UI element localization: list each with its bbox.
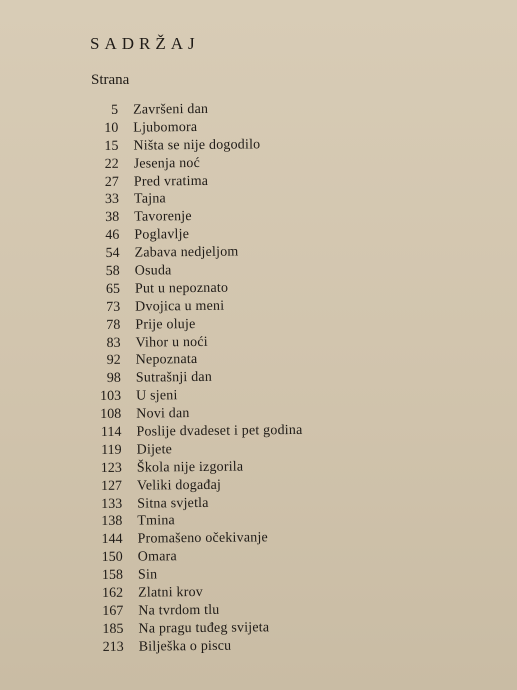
toc-page-number: 119 <box>101 442 122 458</box>
toc-chapter-title: Vihor u noći <box>135 334 208 351</box>
toc-chapter-title: Dvojica u meni <box>135 298 225 315</box>
toc-chapter-title: Sitna svjetla <box>137 495 209 512</box>
toc-chapter-title: Škola nije izgorila <box>136 459 244 476</box>
toc-chapter-title: Sin <box>137 567 158 583</box>
toc-page-number: 185 <box>102 621 124 637</box>
toc-page-number: 38 <box>105 210 120 226</box>
toc-chapter-title: Poglavlje <box>134 227 190 243</box>
toc-page-number: 58 <box>105 263 120 279</box>
toc-page-number: 108 <box>100 406 122 423</box>
toc-chapter-title: Ništa se nije dogodilo <box>133 137 261 154</box>
toc-page-number: 213 <box>102 639 124 655</box>
toc-chapter-title: U sjeni <box>136 388 178 404</box>
toc-page-number: 54 <box>105 245 120 262</box>
toc-chapter-title: Završeni dan <box>133 101 209 118</box>
toc-page-number: 33 <box>104 192 120 208</box>
toc-page-number: 46 <box>105 228 120 244</box>
toc-chapter-title: Promašeno očekivanje <box>137 530 269 548</box>
toc-page-number: 10 <box>104 120 119 136</box>
toc-page-number: 114 <box>100 424 122 441</box>
toc-chapter-title: Zabava nedjeljom <box>134 244 239 261</box>
toc-page-number: 5 <box>111 102 119 118</box>
toc-page-number: 138 <box>101 514 123 530</box>
toc-chapter-title: Omara <box>137 549 177 565</box>
toc-page-number: 127 <box>100 478 123 494</box>
toc-chapter-title: Prije oluje <box>135 316 196 333</box>
table-of-contents <box>0 98 517 658</box>
toc-page-number: 150 <box>101 550 123 566</box>
toc-chapter-title: Put u nepoznato <box>134 280 229 297</box>
toc-chapter-title: Ljubomora <box>133 119 198 136</box>
toc-page-number: 83 <box>106 335 121 351</box>
toc-page-number: 22 <box>104 156 119 172</box>
toc-page-number: 73 <box>106 299 121 315</box>
toc-chapter-title: Pred vratima <box>133 173 209 190</box>
toc-chapter-title: Tajna <box>133 191 167 208</box>
toc-page-number: 27 <box>104 174 119 190</box>
toc-page-number: 65 <box>105 281 121 297</box>
toc-page-number: 15 <box>104 138 119 154</box>
toc-chapter-title: Sutrašnji dan <box>135 370 213 386</box>
toc-chapter-title: Na tvrdom tlu <box>138 602 220 619</box>
toc-chapter-title: Tavorenje <box>134 209 192 225</box>
toc-chapter-title: Tmina <box>137 513 176 530</box>
toc-chapter-title: Veliki događaj <box>136 477 222 494</box>
toc-page-number: 162 <box>102 585 124 602</box>
toc-page-number: 123 <box>100 460 122 476</box>
toc-page-number: 158 <box>101 567 124 584</box>
toc-chapter-title: Osuda <box>134 263 172 279</box>
toc-page-number: 103 <box>100 389 122 405</box>
toc-chapter-title: Na pragu tuđeg svijeta <box>138 620 270 637</box>
toc-page-number: 98 <box>106 371 121 387</box>
toc-page-number: 133 <box>101 496 123 512</box>
toc-chapter-title: Zlatni krov <box>138 584 204 601</box>
toc-chapter-title: Jesenja noć <box>133 155 201 172</box>
toc-page-number: 78 <box>106 317 121 333</box>
toc-chapter-title: Bilješka o piscu <box>138 638 232 655</box>
toc-chapter-title: Novi dan <box>136 406 190 422</box>
toc-page-number: 92 <box>106 353 121 369</box>
page-column-label: Strana <box>91 72 130 88</box>
toc-page-number: 144 <box>101 532 123 548</box>
toc-chapter-title: Dijete <box>136 442 173 458</box>
toc-chapter-title: Poslije dvadeset i pet godina <box>136 422 303 440</box>
page-title: SADRŽAJ <box>90 34 200 53</box>
toc-page-number: 167 <box>102 603 124 619</box>
toc-chapter-title: Nepoznata <box>135 352 198 369</box>
